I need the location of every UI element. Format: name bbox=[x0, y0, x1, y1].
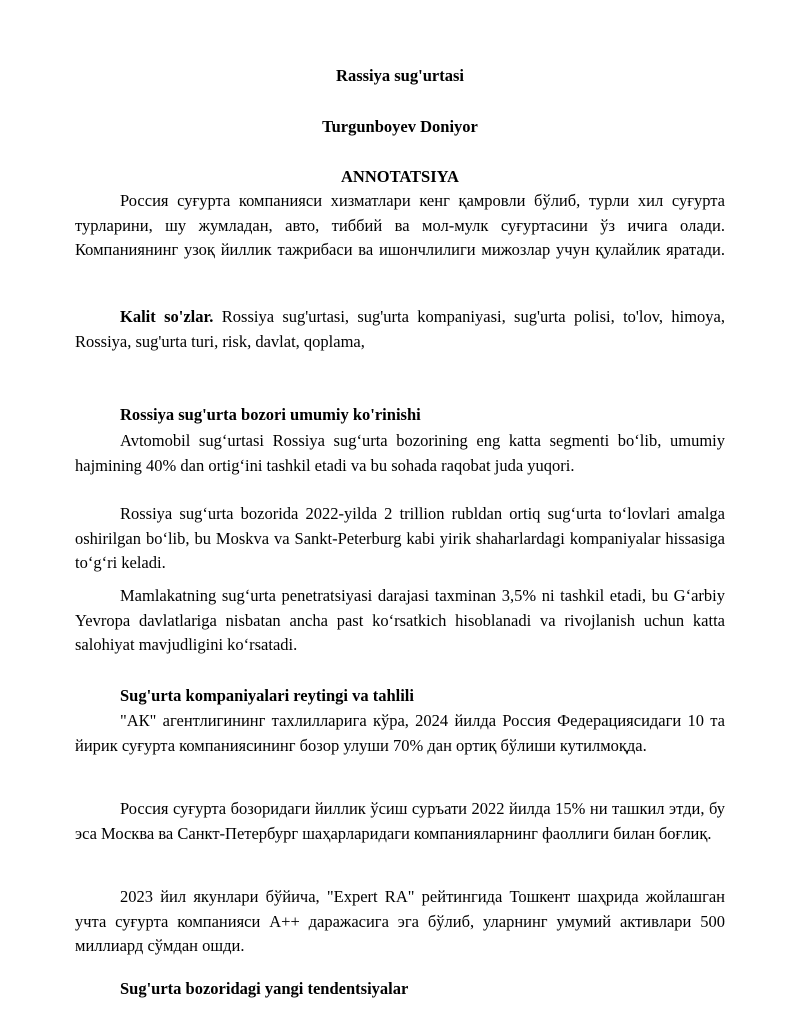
document-title: Rassiya sug'urtasi bbox=[336, 66, 464, 85]
author-name: Turgunboyev Doniyor bbox=[322, 117, 478, 136]
annotation-heading: ANNOTATSIYA bbox=[341, 167, 459, 186]
annotation-text: Россия суғурта компанияси хизматлари кенг қамровли бўлиб, турли хил суғурта турларини, шу жумладан, авто, тиббий ва мол-мулк суғуртасини ўз ичига олади. Компаниянинг узоқ йиллик тажрибаси ва ишончлилиги мижозлар учун қулайлик яратади. bbox=[75, 191, 725, 259]
section-heading-market-overview: Rossiya sug'urta bozori umumiy ko'rinishi bbox=[120, 405, 421, 424]
paragraph: 2023 йил якунлари бўйича, "Expert RA" рейтингида Тошкент шаҳрида жойлашган учта суғурта компанияси A++ даражасига эга бўлиб, уларнинг умумий активлари 500 миллиард сўмдан ошди. bbox=[75, 887, 725, 955]
paragraph: Rossiya sugʻurta bozorida 2022-yilda 2 trillion rubldan ortiq sugʻurta toʻlovlari amalga oshirilgan boʻlib, bu Moskva va Sankt-Peterburg kabi yirik shaharlardagi kompaniyalar hissasiga toʻgʻri keladi. bbox=[75, 504, 725, 572]
keywords-text: Rossiya sug'urtasi, sug'urta kompaniyasi, sug'urta polisi, to'lov, himoya, Rossiya, sug'urta turi, risk, davlat, qoplama, bbox=[75, 307, 725, 351]
keywords-label: Kalit so'zlar. bbox=[120, 307, 214, 326]
keywords-paragraph bbox=[75, 305, 725, 354]
paragraph: Россия суғурта бозоридаги йиллик ўсиш суръати 2022 йилда 15% ни ташкил этди, бу эса Москва ва Санкт-Петербург шаҳарларидаги компанияларнинг фаоллиги билан боғлиқ. bbox=[75, 799, 725, 843]
paragraph: "АК" агентлигининг тахлилларига кўра, 2024 йилда Россия Федерациясидаги 10 та йирик суғурта компаниясининг бозор улуши 70% дан ортиқ бўлиши кутилмоқда. bbox=[75, 711, 725, 755]
paragraph: Avtomobil sugʻurtasi Rossiya sugʻurta bozorining eng katta segmenti boʻlib, umumiy hajmining 40% dan ortigʻini tashkil etadi va bu sohada raqobat juda yuqori. bbox=[75, 431, 725, 475]
section-heading-company-rating: Sug'urta kompaniyalari reytingi va tahlili bbox=[120, 686, 414, 705]
section-heading-new-trends: Sug'urta bozoridagi yangi tendentsiyalar bbox=[120, 979, 409, 998]
paragraph: Mamlakatning sugʻurta penetratsiyasi darajasi taxminan 3,5% ni tashkil etadi, bu Gʻarbiy Yevropa davlatlariga nisbatan ancha past koʻrsatkich hisoblanadi va rivojlanish uchun katta salohiyat mavjudligini koʻrsatadi. bbox=[75, 586, 725, 654]
